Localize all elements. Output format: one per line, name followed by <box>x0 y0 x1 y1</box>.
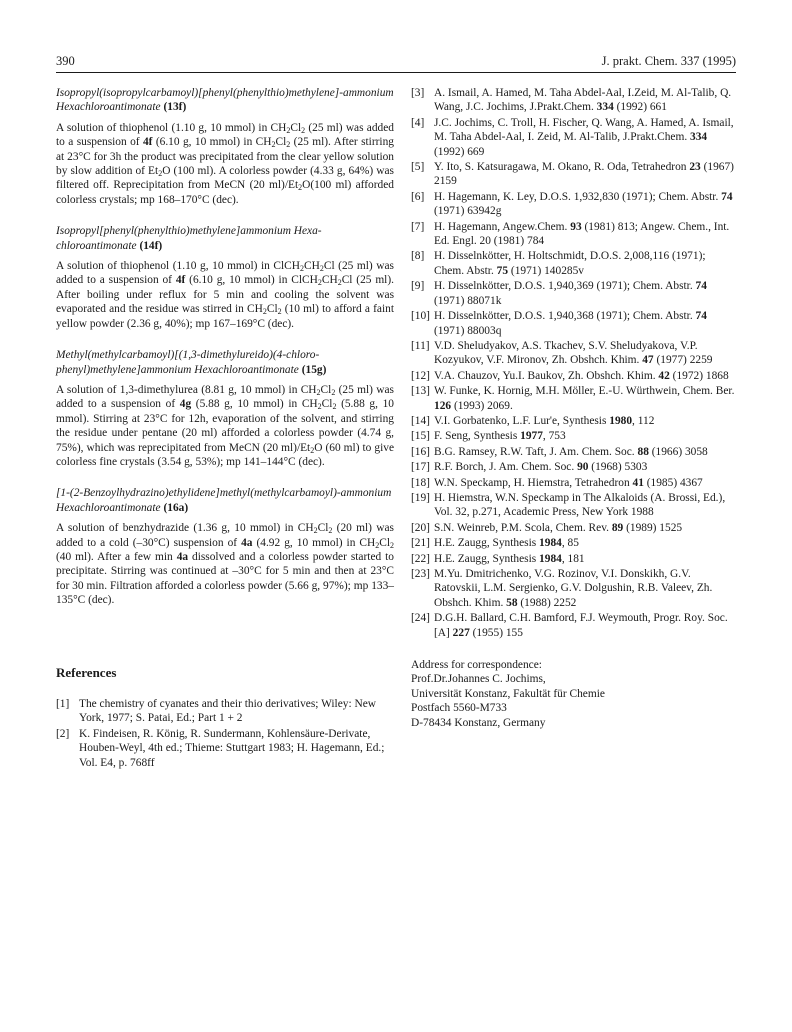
reference-number: [2] <box>56 727 70 740</box>
reference-volume: 1984 <box>539 537 562 550</box>
reference-text <box>434 612 728 638</box>
reference-item <box>411 552 736 566</box>
body-text: (25 ml). After stirring at 23°C for 3h the product was precipitated from the clear yellow solution by slow addition of Et <box>56 136 394 178</box>
reference-tail: (1971) 88003q <box>434 324 502 337</box>
reference-citation: M.Yu. Dmitrichenko, V.G. Rozinov, V.I. Donskikh, G.V. Ratovskii, L.M. Sergienko, G.V. Dolgushin, R.B. Valeev, Zh. Obshch. Khim. <box>434 568 713 609</box>
compound-label: (16a) <box>163 501 189 514</box>
reference-number: [7] <box>411 220 425 233</box>
entry-body <box>56 121 394 207</box>
subscript: 2 <box>332 402 337 412</box>
reference-volume: 1980 <box>609 414 633 427</box>
subscript: 2 <box>317 402 322 412</box>
body-text: Cl (25 ml). After boiling under reflux for 5 min and cooling the solvent was evaporated and the residue was stirred in CH <box>56 274 394 316</box>
reference-citation: H. Disselnkötter, D.O.S. 1,940,368 (1971); Chem. Abstr. <box>434 310 696 323</box>
subscript: 2 <box>316 387 321 397</box>
reference-tail: (1992) 661 <box>613 101 667 114</box>
reference-item <box>411 567 736 610</box>
reference-tail: (1955) 155 <box>469 626 523 639</box>
reference-number: [8] <box>411 250 425 263</box>
entry-body <box>56 521 394 607</box>
reference-tail: , 753 <box>542 430 566 443</box>
address-line: D-78434 Konstanz, Germany <box>411 716 546 729</box>
reference-item <box>411 414 736 428</box>
reference-citation: W. Funke, K. Hornig, M.H. Möller, E.-U. Würthwein, Chem. Ber. <box>434 385 735 398</box>
reference-item <box>411 86 736 115</box>
reference-item <box>411 384 736 413</box>
reference-number: [11] <box>411 339 430 352</box>
reference-volume: 47 <box>642 354 654 367</box>
subscript: 2 <box>300 264 305 274</box>
body-text: (20 ml) was added to a cold (–30°C) suspension of <box>56 522 394 549</box>
subscript: 2 <box>286 140 291 150</box>
body-text: A solution of thiophenol (1.10 g, 10 mmol) in ClCH <box>56 260 301 273</box>
reference-volume: 75 <box>496 264 509 277</box>
reference-tail: , 181 <box>561 552 585 565</box>
reference-text <box>434 553 585 565</box>
reference-citation: H. Disselnkötter, H. Holtschmidt, D.O.S. 2,008,116 (1971); Chem. Abstr. <box>434 250 706 277</box>
reference-citation: A. Ismail, A. Hamed, M. Taha Abdel-Aal, I.Zeid, M. Al-Talib, Q. Wang, J.C. Jochims, J.Prakt.Chem. <box>434 87 732 114</box>
reference-tail: (1988) 2252 <box>517 596 577 609</box>
reference-tail: (1971) 63942g <box>434 205 502 218</box>
references-list-left <box>56 697 394 770</box>
experimental-entries <box>56 86 394 608</box>
reference-text <box>434 461 647 473</box>
reference-item <box>411 460 736 474</box>
body-text: A solution of 1,3-dimethylurea (8.81 g, 10 mmol) in CH <box>56 383 317 396</box>
reference-volume: 23 <box>689 161 701 174</box>
right-column <box>411 86 736 730</box>
reference-text <box>434 250 706 276</box>
page-number: 390 <box>56 54 75 68</box>
reference-item <box>411 220 736 249</box>
reference-citation: H. Hiemstra, W.N. Speckamp in The Alkaloids (A. Brossi, Ed.), Vol. 32, p.271, Academic Press, New York 1988 <box>434 491 726 519</box>
reference-number: [3] <box>411 87 425 99</box>
reference-number: [17] <box>411 461 430 474</box>
reference-tail: (1981) 813; Angew. Chem., Int. Ed. Engl. 20 (1981) 784 <box>434 220 730 248</box>
reference-tail: , 112 <box>632 414 655 427</box>
reference-number: [4] <box>411 116 425 129</box>
reference-tail: (1993) 2069. <box>451 399 513 412</box>
subscript: 2 <box>328 526 333 536</box>
references-heading: References <box>56 664 117 680</box>
reference-text <box>434 370 729 382</box>
reference-volume: 93 <box>570 220 582 233</box>
reference-text <box>434 477 703 489</box>
reference-item <box>411 116 736 159</box>
body-text: CH <box>321 274 338 287</box>
reference-number: [23] <box>411 568 430 580</box>
reference-volume: 126 <box>434 399 452 412</box>
left-column <box>56 86 394 771</box>
body-text: dissolved and a colorless powder started to precipitate. Stirring was continued at –30°C for 5 min and then at 23°C for 30 min. Filtration afforded a colorless powder (5.66 g, 97%); mp 133–135°C (dec). <box>56 550 394 607</box>
journal-reference: J. prakt. Chem. 337 (1995) <box>601 54 736 68</box>
subscript: 2 <box>301 125 306 135</box>
reference-volume: 334 <box>596 101 614 114</box>
body-text: Cl <box>290 121 302 134</box>
reference-number: [10] <box>411 310 430 323</box>
body-text: Cl <box>320 383 332 396</box>
compound-reference: 4g <box>179 398 192 411</box>
reference-tail: (1971) 88071k <box>434 294 502 307</box>
reference-citation: D.G.H. Ballard, C.H. Bamford, F.J. Weymouth, Progr. Roy. Soc. [A] <box>434 612 728 639</box>
reference-citation: Y. Ito, S. Katsuragawa, M. Okano, R. Oda, Tetrahedron <box>434 161 690 174</box>
address-heading: Address for correspondence: <box>411 659 542 672</box>
entry-title-text: Isopropyl[phenyl(phenylthio)methylene]ammonium Hexa-chloroantimonate <box>56 225 322 252</box>
reference-text <box>434 537 579 549</box>
header-rule <box>56 72 736 73</box>
reference-item <box>411 160 736 189</box>
subscript: 2 <box>277 307 282 317</box>
reference-tail: (1977) 2259 <box>653 354 713 367</box>
experimental-entry <box>56 224 394 331</box>
reference-citation: W.N. Speckamp, H. Hiemstra, Tetrahedron <box>434 476 633 489</box>
reference-item <box>411 476 736 490</box>
reference-number: [24] <box>411 612 430 625</box>
compound-reference: 4f <box>142 136 153 149</box>
reference-item <box>411 249 736 278</box>
reference-item <box>411 445 736 459</box>
body-text: A solution of benzhydrazide (1.36 g, 10 mmol) in CH <box>56 522 314 535</box>
reference-citation: H. Hagemann, Angew.Chem. <box>434 220 571 233</box>
reference-volume: 74 <box>695 310 707 323</box>
body-text: CH <box>304 260 320 273</box>
reference-text <box>434 568 712 609</box>
reference-tail: (1968) 5303 <box>588 461 648 474</box>
reference-tail: (1989) 1525 <box>623 521 683 534</box>
body-text: (25 ml) was added to a suspension of <box>56 121 394 149</box>
references-list-right <box>411 86 736 640</box>
experimental-entry <box>56 486 394 607</box>
reference-tail: (1966) 3058 <box>648 445 708 458</box>
entry-body <box>56 383 394 469</box>
reference-text <box>434 191 733 217</box>
body-text: Cl <box>317 522 329 535</box>
subscript: 2 <box>319 264 324 274</box>
reference-text <box>434 446 708 458</box>
reference-text <box>434 415 654 427</box>
subscript: 2 <box>262 307 267 317</box>
reference-tail: (1972) 1868 <box>669 369 729 382</box>
reference-number: [20] <box>411 521 430 534</box>
address-line: Postfach 5560-M733 <box>411 702 507 715</box>
reference-number: [18] <box>411 476 430 489</box>
reference-citation: H.E. Zaugg, Synthesis <box>434 552 540 565</box>
body-text: Cl <box>266 303 278 316</box>
reference-citation: H. Disselnkötter, D.O.S. 1,940,369 (1971); Chem. Abstr. <box>434 280 696 293</box>
reference-item <box>411 611 736 640</box>
reference-number: [16] <box>411 445 430 458</box>
reference-citation: V.I. Gorbatenko, L.F. Lur'e, Synthesis <box>434 414 610 427</box>
reference-text <box>434 221 729 247</box>
reference-volume: 1977 <box>520 430 543 443</box>
reference-number: [1] <box>56 698 70 710</box>
address-line: Universität Konstanz, Fakultät für Chemie <box>411 687 605 700</box>
body-text: (6.10 g, 10 mmol) in ClCH <box>185 274 318 287</box>
reference-number: [19] <box>411 491 430 504</box>
reference-number: [15] <box>411 430 430 443</box>
reference-item <box>411 369 736 383</box>
subscript: 2 <box>286 125 291 135</box>
compound-label: (15g) <box>301 363 327 376</box>
reference-volume: 88 <box>637 445 649 458</box>
reference-number: [9] <box>411 280 425 293</box>
reference-text <box>434 492 725 518</box>
entry-body <box>56 259 394 331</box>
subscript: 2 <box>337 278 342 288</box>
reference-number: [12] <box>411 369 430 382</box>
reference-item <box>411 521 736 535</box>
reference-item <box>411 429 736 443</box>
reference-number: [21] <box>411 537 430 550</box>
reference-text <box>434 161 734 187</box>
reference-number: [5] <box>411 161 425 174</box>
reference-number: [6] <box>411 190 425 203</box>
reference-item <box>411 190 736 219</box>
address-line: Prof.Dr.Johannes C. Jochims, <box>411 673 546 686</box>
reference-text <box>434 117 734 158</box>
subscript: 2 <box>331 387 336 397</box>
subscript: 2 <box>317 278 322 288</box>
reference-text <box>434 280 707 306</box>
reference-number: [14] <box>411 414 430 427</box>
compound-label: (13f) <box>163 101 187 114</box>
reference-volume: 74 <box>721 190 733 203</box>
running-header <box>56 54 736 72</box>
body-text: A solution of thiophenol (1.10 g, 10 mmol) in CH <box>56 121 287 134</box>
body-text: (4.92 g, 10 mmol) in CH <box>252 536 376 549</box>
body-text: (6.10 g, 10 mmol) in CH <box>152 136 272 149</box>
reference-volume: 227 <box>452 626 470 639</box>
reference-text <box>434 87 731 113</box>
entry-title <box>56 224 394 253</box>
reference-tail: (1992) 669 <box>434 145 485 158</box>
reference-citation: V.D. Sheludyakov, A.S. Tkachev, S.V. Sheludyakova, V.P. Kozyukov, V.F. Mironov, Zh. Obshch. Khim. <box>434 339 698 367</box>
compound-label: (14f) <box>139 239 163 252</box>
reference-tail: (1971) 140285v <box>508 264 584 277</box>
subscript: 2 <box>298 183 303 193</box>
reference-volume: 89 <box>611 521 624 534</box>
subscript: 2 <box>158 169 163 179</box>
reference-volume: 58 <box>506 596 518 609</box>
reference-text <box>434 522 682 534</box>
body-text: Cl (25 ml) was added to a suspension of <box>56 260 394 287</box>
reference-citation: J.C. Jochims, C. Troll, H. Fischer, Q. Wang, A. Hamed, A. Ismail, M. Taha Abdel-Aal, I. Zeid, M. Al-Talib, J.Prakt.Chem. <box>434 116 734 144</box>
experimental-entry <box>56 348 394 469</box>
reference-item <box>411 536 736 550</box>
compound-reference: 4a <box>176 550 189 563</box>
reference-item <box>411 491 736 520</box>
compound-reference: 4a <box>241 536 253 549</box>
correspondence-address <box>411 658 736 730</box>
reference-tail: , 85 <box>561 537 579 550</box>
body-text: Cl <box>379 536 390 549</box>
experimental-entry <box>56 86 394 207</box>
body-text: (5.88 g, 10 mmol) in CH <box>191 398 318 411</box>
reference-citation: The chemistry of cyanates and their thio derivatives; Wiley: New York, 1977; S. Patai, Ed.; Part 1 + 2 <box>79 698 376 725</box>
subscript: 2 <box>390 540 394 550</box>
reference-citation: B.G. Ramsey, R.W. Taft, J. Am. Chem. Soc. <box>434 445 638 458</box>
reference-citation: H.E. Zaugg, Synthesis <box>434 537 540 550</box>
subscript: 2 <box>310 445 315 455</box>
reference-text <box>434 340 712 366</box>
entry-title-text: [1-(2-Benzoylhydrazino)ethylidene]methyl(methylcarbamoyl)-ammonium Hexachloroantimonate <box>56 487 392 514</box>
subscript: 2 <box>271 140 276 150</box>
reference-number: [13] <box>411 385 430 398</box>
reference-citation: S.N. Weinreb, P.M. Scola, Chem. Rev. <box>434 521 612 534</box>
body-text: O(100 ml) afforded colorless crystals; mp 168–170°C (dec). <box>56 179 394 206</box>
reference-text <box>79 698 376 724</box>
subscript: 2 <box>375 540 380 550</box>
reference-text <box>434 385 734 411</box>
reference-citation: H. Hagemann, K. Ley, D.O.S. 1,932,830 (1971); Chem. Abstr. <box>434 190 722 203</box>
reference-volume: 90 <box>577 461 589 474</box>
reference-item <box>56 697 394 726</box>
reference-tail: (1985) 4367 <box>643 476 703 489</box>
reference-text <box>79 728 384 769</box>
reference-volume: 42 <box>658 369 670 382</box>
reference-volume: 334 <box>690 131 708 144</box>
entry-title <box>56 86 394 115</box>
body-text: (5.88 g, 10 mmol). Stirring at 23°C for 12h, evaporation of the solvent, and stirring the residue under pentane (20 ml) afforded a colorless powder (4.74 g, 75%), which was reprecipitated from MeCN (20 ml)/Et <box>56 398 394 454</box>
reference-text <box>434 430 566 442</box>
reference-item <box>56 727 394 770</box>
body-text: (10 ml) to afford a faint yellow powder (2.36 g, 40%); mp 167–169°C (dec). <box>56 303 394 330</box>
body-text: Cl <box>321 398 333 411</box>
reference-text <box>434 310 707 336</box>
reference-citation: K. Findeisen, R. König, R. Sundermann, Kohlensäure-Derivate, Houben-Weyl, 4th ed.; Thieme: Stuttgart 1983; H. Hagemann, Ed.; Vol. E4, p. 768ff <box>79 727 385 769</box>
compound-reference: 4f <box>175 274 186 287</box>
body-text: (40 ml). After a few min <box>56 550 177 563</box>
entry-title <box>56 348 394 377</box>
entry-title-text: Methyl(methylcarbamoyl)[(1,3-dimethylureido)(4-chloro-phenyl)methylene]ammonium Hexachloroantimonate <box>56 349 320 376</box>
body-text: O (100 ml). A colorless powder (4.33 g, 64%) was filtered off. Reprecipitation from MeCN (20 ml)/Et <box>56 165 394 192</box>
subscript: 2 <box>313 526 318 536</box>
reference-citation: R.F. Borch, J. Am. Chem. Soc. <box>434 461 578 474</box>
reference-item <box>411 309 736 338</box>
reference-tail: (1967) 2159 <box>434 161 734 188</box>
reference-volume: 41 <box>632 476 644 489</box>
entry-title-text: Isopropyl(isopropylcarbamoyl)[phenyl(phenylthio)methylene]-ammonium Hexachloroantimonate <box>56 87 394 114</box>
reference-item <box>411 279 736 308</box>
reference-number: [22] <box>411 552 430 565</box>
body-text: Cl <box>275 136 287 149</box>
entry-title <box>56 486 394 515</box>
reference-volume: 1984 <box>539 552 562 565</box>
reference-item <box>411 339 736 368</box>
reference-volume: 74 <box>695 280 707 293</box>
reference-citation: V.A. Chauzov, Yu.I. Baukov, Zh. Obshch. Khim. <box>434 369 659 382</box>
body-text: O (60 ml) to give colorless fine crystals (3.54 g, 53%); mp 141–144°C (dec). <box>56 441 394 468</box>
body-text: (25 ml) was added to a suspension of <box>56 383 394 411</box>
reference-citation: F. Seng, Synthesis <box>434 430 521 443</box>
